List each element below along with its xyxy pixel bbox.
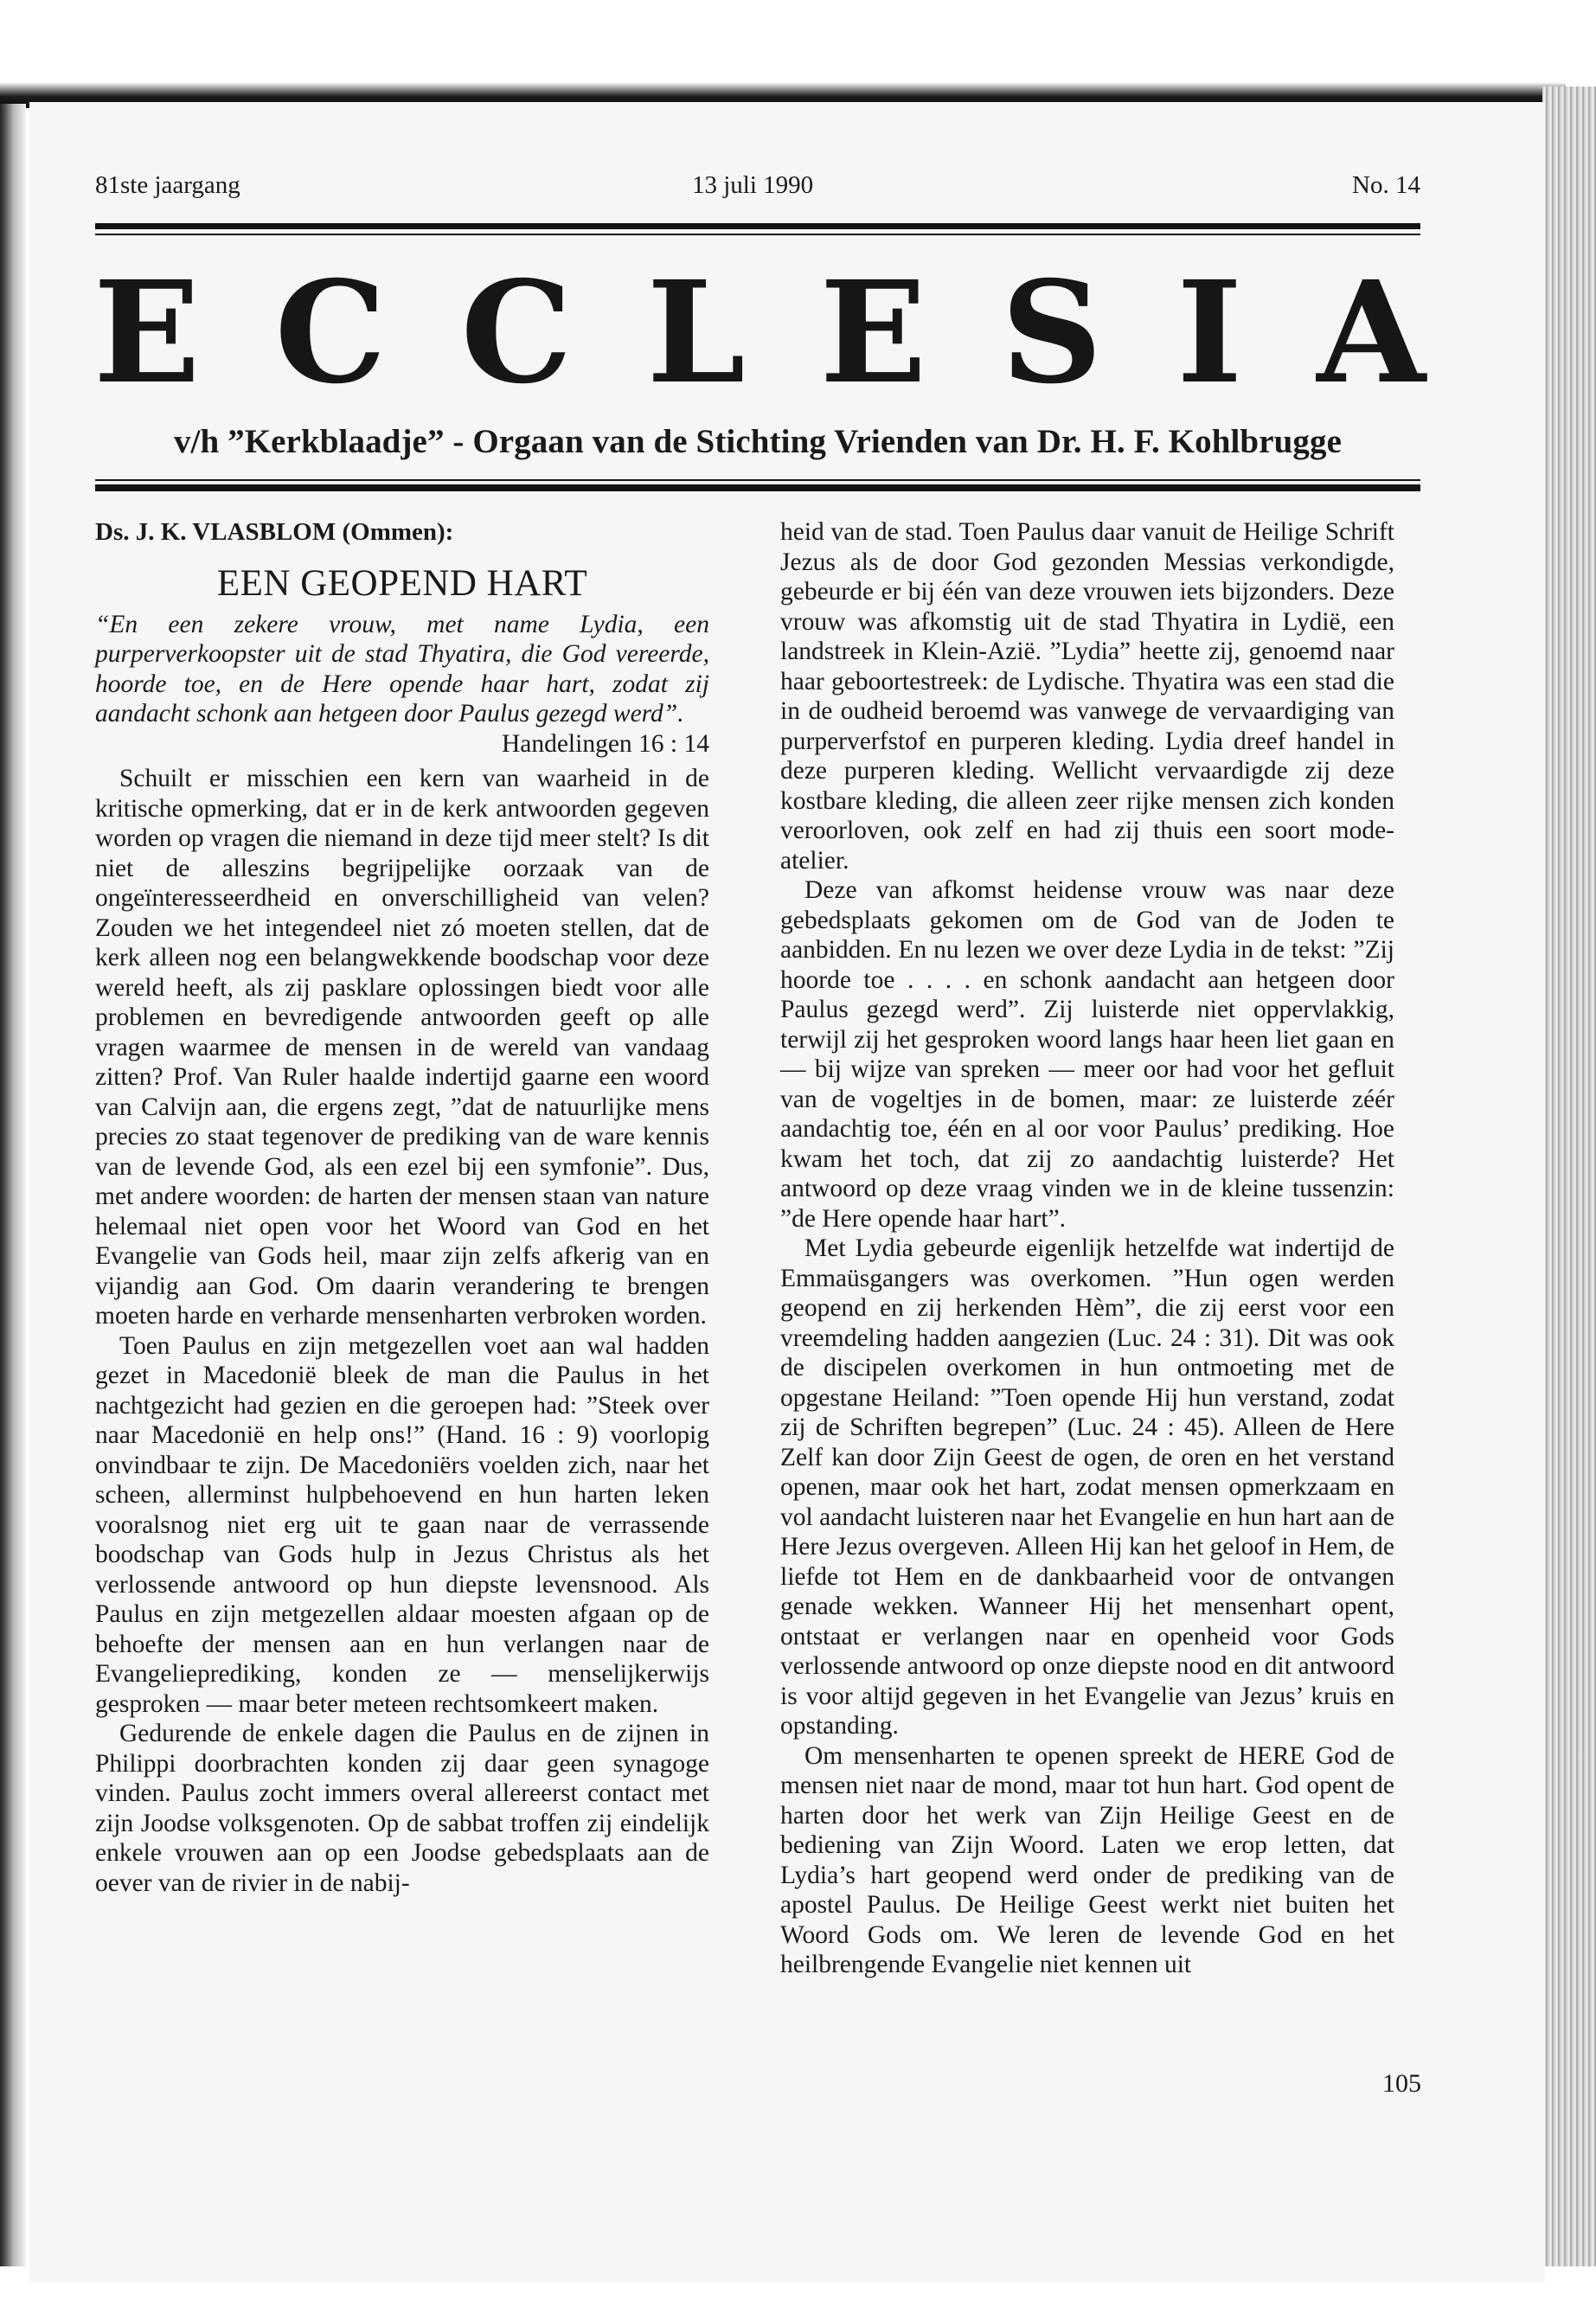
subtitle-rule-thick xyxy=(95,484,1420,491)
paragraph: Gedurende de enkele dagen die Paulus en de zijnen in Philippi doorbrachten konden zij daar geen synagoge vinden. Paulus zocht immers overal allereerst contact met zijn Joodse volksgenoten. Op de sabbat troffen zij eindelijk enkele vrouwen aan op een Joodse gebedsplaats aan de oever van de rivier in de nabij- xyxy=(95,1720,709,1897)
volume-label: 81ste jaargang xyxy=(95,171,240,199)
page-header xyxy=(95,171,1420,206)
masthead-title xyxy=(93,251,1426,415)
masthead-letter: I xyxy=(1176,251,1243,415)
masthead-letter: E xyxy=(93,251,201,415)
article-column-right xyxy=(780,517,1394,1980)
masthead-letter: E xyxy=(819,251,927,415)
article-author: Ds. J. K. VLASBLOM (Ommen): xyxy=(95,518,454,546)
article-column-left xyxy=(95,517,709,1898)
issue-date: 13 juli 1990 xyxy=(692,171,814,199)
subtitle-rule-thin xyxy=(95,479,1420,481)
scan-top-border xyxy=(0,0,1596,95)
paragraph: Schuilt er misschien een kern van waarheid in de kritische opmerking, dat er in de kerk antwoorden gegeven worden op vragen die niemand in deze tijd meer stelt? Is dit niet de alleszins begrijpelijke oorzaak van de ongeïnteresseerdheid en onverschilligheid van velen? Zouden we het integendeel niet zó moeten stellen, dat de kerk alleen nog een belangwekkende boodschap voor deze wereld heeft, als zij pasklare oplossingen biedt voor alle problemen en bevredigende antwoorden geeft op alle vragen waarmee de mensen in de wereld van vandaag zitten? Prof. Van Ruler haalde indertijd gaarne een woord van Calvijn aan, die ergens zegt, ”dat de natuurlijke mens precies zo staat tegenover de prediking van de ware kennis van de levende God, als een ezel bij een symfonie”. Dus, met andere woorden: de harten der mensen staan van nature helemaal niet open voor het Woord van God en het Evangelie van Gods heil, maar zijn zelfs afkerig van en vijandig aan God. Om daarin verandering te brengen moeten harde en verharde mensenharten verbroken worden. xyxy=(95,765,709,1330)
scripture-reference: Handelingen 16 : 14 xyxy=(501,729,709,758)
page-number: 105 xyxy=(1382,2069,1421,2098)
scan-page-edges xyxy=(1542,87,1596,2266)
paragraph: Toen Paulus en zijn metgezellen voet aan wal hadden gezet in Macedonië bleek de man die Paulus in het nachtgezicht had gezien en die geroepen had: ”Steek over naar Macedonië en help ons!” (Hand. 16 : 9) voorlopig onvindbaar te zijn. De Macedoniërs voelden zich, naar het scheen, allerminst hulpbehoevend en hun harten leken vooralsnog niet erg uit te gaan naar de verrassende boodschap van Gods hulp in Jezus Christus als het verlossende antwoord op hun diepste levensnood. Als Paulus en zijn metgezellen aldaar moesten afgaan op de behoefte der mensen aan en hun verlangen naar de Evangelieprediking, konden ze — menselijkerwijs gesproken — maar beter meteen rechtsomkeert maken. xyxy=(95,1331,709,1718)
masthead-subtitle: v/h ”Kerkblaadje” - Orgaan van de Stichting Vrienden van Dr. H. F. Kohlbrugge xyxy=(173,423,1343,460)
paragraph: heid van de stad. Toen Paulus daar vanuit de Heilige Schrift Jezus als de door God gezonden Messias verkondigde, gebeurde er bij één van deze vrouwen iets bijzonders. Deze vrouw was afkomstig uit de stad Thyatira in Lydië, een landstreek in Klein-Azië. ”Lydia” heette zij, genoemd naar haar geboortestreek: de Lydische. Thyatira was een stad die in de oudheid beroemd was vanwege de vervaardiging van purperverfstof en purperen kleding. Lydia dreef handel in deze purperen kleding. Wellicht vervaardigde zij deze kostbare kleding, die alleen zeer rijke mensen zich konden veroorloven, ook zelf en had zij thuis een soort mode-atelier. xyxy=(780,518,1394,875)
issue-number: No. 14 xyxy=(1352,171,1420,199)
masthead-letter: C xyxy=(460,251,573,415)
masthead-letter: C xyxy=(274,251,387,415)
article-title: EEN GEOPEND HART xyxy=(216,563,588,604)
header-rule-thick xyxy=(95,223,1420,229)
paragraph: Om mensenharten te openen spreekt de HERE God de mensen niet naar de mond, maar tot hun hart. God opent de harten door het werk van Zijn Heilige Geest en de bediening van Zijn Woord. Laten we erop letten, dat Lydia’s hart geopend werd onder de prediking van de apostel Paulus. De Heilige Geest werkt niet buiten het Woord Gods om. We leren de levende God en het heilbrengende Evangelie niet kennen uit xyxy=(780,1741,1394,1978)
masthead-letter: S xyxy=(1001,251,1103,415)
paragraph: Deze van afkomst heidense vrouw was naar deze gebedsplaats gekomen om de God van de Joden te aanbidden. En nu lezen we over deze Lydia in de tekst: ”Zij hoorde toe . . . . en schonk aandacht aan hetgeen door Paulus gezegd werd”. Zij luisterde niet oppervlakkig, terwijl zij het gesproken woord langs haar heen liet gaan en — bij wijze van spreken — meer oor had voor het gefluit van de vogeltjes in de bomen, maar: ze luisterde zéér aandachtig toe, één en al oor voor Paulus’ prediking. Hoe kwam het toch, dat zij zo aandachtig luisterde? Het antwoord op deze vraag vinden we in de kleine tussenzin: ”de Here opende haar hart”. xyxy=(780,876,1394,1233)
header-rule-thin xyxy=(95,234,1420,235)
paragraph: Met Lydia gebeurde eigenlijk hetzelfde wat indertijd de Emmaüsgangers was overkomen. ”Hun ogen werden geopend en zij herkenden Hèm”, die zij eerst voor een vreemdeling hadden aangezien (Luc. 24 : 31). Dit was ook de discipelen overkomen in hun ontmoeting met de opgestane Heiland: ”Toen opende Hij hun verstand, zodat zij de Schriften begrepen” (Luc. 24 : 45). Alleen de Here Zelf kan door Zijn Geest de ogen, de oren en het verstand openen, maar ook het hart, zodat mensen opmerkzaam en vol aandacht luisteren naar het Evangelie en hun hart aan de Here Jezus overgeven. Alleen Hij kan het geloof in Hem, de liefde tot Hem en de dankbaarheid voor de ontvangen genade wekken. Wanneer Hij het mensenhart opent, ontstaat er verlangen naar en openheid voor Gods verlossende antwoord op onze diepste nood en dit antwoord is voor altijd gegeven in het Evangelie van Jezus’ kruis en opstanding. xyxy=(780,1234,1394,1740)
masthead-letter: A xyxy=(1317,251,1426,415)
scripture-quote: “En een zekere vrouw, met name Lydia, een purperverkoopster uit de stad Thyatira, die God vereerde, hoorde toe, en de Here opende haar hart, zodat zij aandacht schonk aan hetgeen door Paulus gezegd werd”. xyxy=(95,610,709,727)
scan-left-binding xyxy=(0,104,26,2266)
masthead-letter: L xyxy=(646,251,746,415)
